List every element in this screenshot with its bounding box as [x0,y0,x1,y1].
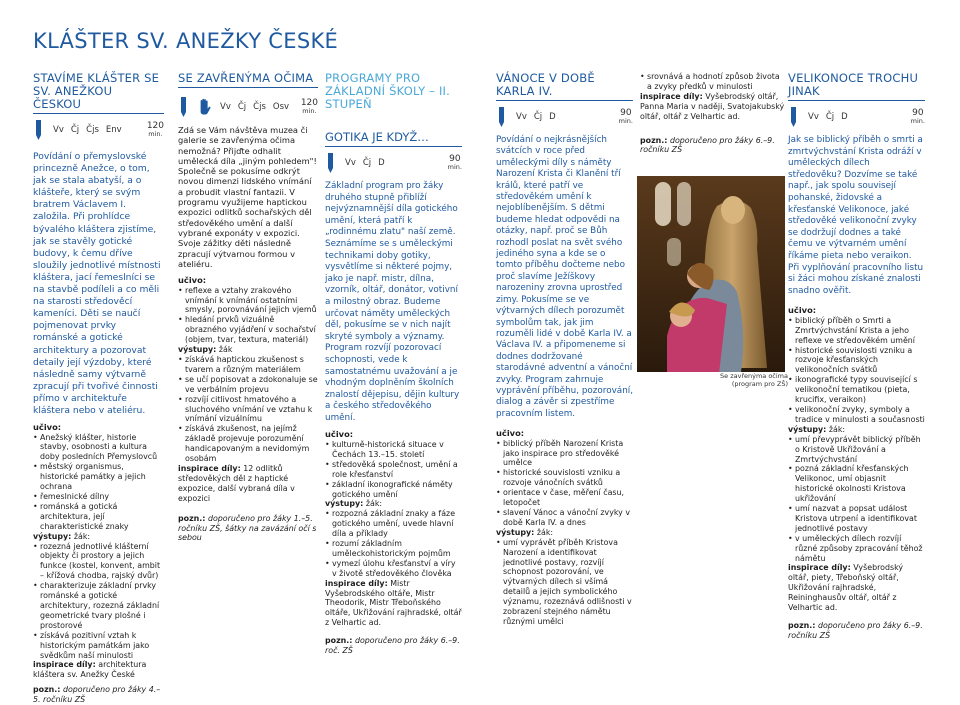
pencil-icon [496,106,507,128]
section-stavime-klaster [33,72,164,705]
program-photo [637,176,785,372]
hand-icon [198,98,212,116]
vystupy-line: výstupy: žák: [496,527,554,537]
vystupy-list [496,538,633,627]
section-title: STAVÍME KLÁŠTER SE SV. ANEŽKOU ČESKOU [33,72,164,114]
list-item: • biblický příběh o Smrti a Zmrtvýchvstání Krista a jeho reflexe ve středověkém umění [788,316,925,346]
duration: 90 min. [447,154,462,171]
program-intro: Jak se biblický příběh o smrti a zmrtvýchvstání Krista odráží v uměleckých dílech středověku? Dozvíme se také např., jak spolu souvisejí pohanské, židovské a křesťanské Velikonoce, jaké středověké velikonoční zvyky se dodržují dodnes a také čemu ve výtvarném umění říkáme pieta nebo veraikon. Při vyplňování pracovního listu si žáci mohou získané znalosti snadno ověřit. [788,135,924,296]
inspirace-line: inspirace díly: 12 odlitků středověkých děl z haptické expozice, další vybraná díla v expozici [178,463,295,503]
program-meta [178,96,318,118]
inspirace-line: inspirace díly: architektura kláštera sv. Anežky České [33,660,147,680]
list-item: • rozumí základním uměleckohistorickým pojmům [325,539,462,559]
list-item: • základní ikonografické náměty gotického umění [325,480,462,500]
duration: 90 min. [910,108,925,125]
ucivo-label: učivo: [788,305,817,316]
section-title: PROGRAMY PRO ZÁKLADNÍ ŠKOLY – II. STUPEŇ [325,71,450,111]
program-intro: Zdá se Vám návštěva muzea či galerie se zavřenýma očima nemožná? Přijďte odhalit umělecká díla „jiným pohledem"! Společně se pokusíme odkrýt novou dimenzi lidského vnímání a probudit vlastní fantazii. V programu využijeme haptickou expozici odlitků sochařských děl středověkého umění a další vybrané exponáty v expozici. Svoje zážitky děti následně zpracují výtvarnou formou v ateliéru. [178,125,317,269]
inspirace-line: inspirace díly: Vyšebrodský oltář, piety, Třeboňský oltář, Ukřižování rajhradské, Reininghausův oltář, oltář z Velhartic ad. [788,563,904,613]
list-item: • biblický příběh Narození Krista jako inspirace pro středověké umělce [496,439,633,469]
vystupy-list [33,542,164,661]
section-vanoce-continued [640,72,786,155]
inspirace-line: inspirace díly: Mistr Vyšebrodského oltáře, Mistr Theodorik, Mistr Třeboňského oltáře, Ukřižování rajhradské, oltář z Velhartic ad. [325,578,462,628]
subject-tag: Čj [70,125,80,135]
subject-tag: Čj [825,112,835,122]
photo-illustration [637,176,785,372]
program-meta [788,106,925,128]
section-vanoce [496,72,633,627]
list-item: • v uměleckých dílech rozvíjí různé způsoby zpracování těhož námětu [788,534,925,564]
program-intro: Povídání o nejkrásnějších svátcích v roce před uměleckými díly s náměty Narození Krista či Klanění tří králů, které patří ve středověkém umění k nejoblíbenějším. S dětmi budeme hledat odpovědi na otázky, např. proč se Bůh rozhodl poslat na svět svého jediného syna a kde se o tomto příběhu dočteme nebo proč slavíme Ježíškovy narozeniny zrovna uprostřed zimy. Pokusíme se ve výtvarných dílech porozumět symbolům tak, jak jim rozuměli lidé v době Karla IV. a Václava IV. a připomeneme si dodnes dodržované starodávné adventní a vánoční zvyky. Program zahrnuje vyprávění příběhu, pozorování, dialog a závěr si zpestříme pracovním listem. [496,135,634,419]
section-programy-ii-stupen [325,72,462,656]
subject-tag: Čj [362,158,372,168]
subject-tag: Osv [272,102,290,112]
vystupy-list-continued [640,72,786,92]
list-item: • historické souvislosti vzniku a rozvoje křesťanských velikonočních svátků [788,346,925,376]
list-item: • slavení Vánoc a vánoční zvyky v době Karla IV. a dnes [496,508,633,528]
ucivo-label: učivo: [496,428,525,439]
list-item: • charakterizuje základní prvky románské a gotické architektury, rozezná základní geometrické tvary plošné i prostorové [33,581,164,631]
vystupy-line: výstupy: žák: [33,531,91,541]
list-item: • řemeslnické dílny [33,492,164,502]
list-item: • získává pozitivní vztah k historickým památkám jako svědkům naší minulosti [33,631,164,661]
list-item: • srovnává a hodnotí způsob života a zvyky předků v minulosti [640,72,786,92]
vystupy-list [788,435,925,564]
program-intro: Povídání o přemyslovské princezně Anežce, o tom, jak se stala abatyší, a o klášteře, který se svým bratrem Václavem I. založila. Při prohlídce bývalého kláštera zjistíme, jak se stavěly gotické budovy, k čemu dříve sloužily jednotlivé místnosti kláštera, jací řemeslníci se na stavbě podíleli a co měli na starosti středověcí kameníci. Děti se naučí pojmenovat prvky románské a gotické architektury a pozorovat detaily její výzdoby, které následně samy výtvarně zpracují při tvořivé činnosti přímo v architektuře kláštera nebo v ateliéru. [33,151,161,416]
subject-tag: D [378,158,385,168]
subject-tag: Vv [808,112,819,122]
pencil-icon [325,152,336,174]
program-title: GOTIKA JE KDYŽ… [325,131,462,147]
inspirace-line: inspirace díly: Vyšebrodský oltář, Panna Maria v naději, Svatojakubský oltář, oltář z Velhartic ad. [640,91,785,121]
ucivo-list [325,440,462,499]
duration: 120 min. [300,98,318,115]
list-item: • hledání prvků vizuálně obrazného vyjádření v sochařství (objem, tvar, textura, materiál) [178,315,318,345]
subject-tag: D [549,112,556,122]
vystupy-line: výstupy: žák: [325,499,383,509]
subject-tag: Vv [220,102,231,112]
list-item: • získává haptickou zkušenost s tvarem a různým materiálem [178,355,318,375]
list-item: • rozvíjí citlivost hmatového a sluchového vnímání ve vztahu k vnímání vizuálnímu [178,395,318,425]
subject-tag: D [841,112,848,122]
list-item: • umí převyprávět biblický příběh o Kristově Ukřižování a Zmrtvýchvstání [788,435,925,465]
subject-tag: Čjs [253,102,266,112]
program-meta [325,152,462,174]
photo-caption: Se zavřenýma očima (program pro ZŠ) [720,372,788,388]
ucivo-label: učivo: [33,422,62,433]
subject-tag: Čj [533,112,543,122]
subject-tag: Vv [516,112,527,122]
program-meta [496,106,633,128]
pencil-icon [33,119,44,141]
list-item: • reflexe a vztahy zrakového vnímání k vnímání ostatními smysly, porovnávání jejich vjemů [178,286,318,316]
pozn-line: pozn.: doporučeno pro žáky 6.–9. ročníku ZŠ [788,621,923,640]
pozn-line: pozn.: doporučeno pro žáky 4.–5. ročníku ZŠ [33,685,161,705]
pencil-icon [788,106,799,128]
list-item: • získává zkušenost, na jejímž základě projevuje porozumění handicapovaným a nevidomým osobám [178,424,318,464]
pozn-line: pozn.: doporučeno pro žáky 6.–9. roč. ZŠ [325,636,460,656]
ucivo-list [33,433,164,532]
program-intro: Základní program pro žáky druhého stupně přiblíží nejvýznamnější díla gotického umění, která patří k „rodinnému zlatu" naší země. Seznámíme se s uměleckými technikami doby gotiky, vysvětlíme si některé pojmy, jako je např. mistr, dílna, vzorník, oltář, donátor, votivní a milostný obraz. Budeme určovat náměty uměleckých děl, pokusíme se v nich najít skryté symboly a významy. Program rozvíjí pozorovací schopnosti, vede k samostatnému uvažování a je vhodným doplněním školních znalostí dějepisu, dějin kultury a českého středověkého umění. [325,181,460,423]
section-velikonoce [788,72,925,641]
ucivo-label: učivo: [178,275,207,286]
section-title: VÁNOCE V DOBĚ KARLA IV. [496,72,633,101]
pozn-line: pozn.: doporučeno pro žáky 1.–5. ročníku ZŠ, šátky na zavázání očí s sebou [178,513,317,543]
list-item: • kulturně-historická situace v Čechách 13.–15. století [325,440,462,460]
list-item: • městský organismus, historické památky a jejich ochrana [33,462,164,492]
list-item: • Anežský klášter, historie stavby, osobnosti a kultura doby posledních Přemyslovců [33,433,164,463]
list-item: • umí vyprávět příběh Kristova Narození a identifikovat jednotlivé postavy, rozvíjí schopnost pozorování, ve výtvarných dílech si všímá detailů a jejich symbolického významu, rozeznává odlišnosti v zobrazení stejného námětu různými umělci [496,538,633,627]
list-item: • rozezná jednotlivé klášterní objekty či prostory a jejich funkce (kostel, konvent, ambit – křížová chodba, rajský dvůr) [33,542,164,582]
section-title: SE ZAVŘENÝMA OČIMA [178,72,318,88]
program-meta [33,119,164,141]
ucivo-label: učivo: [325,429,354,440]
list-item: • orientace v čase, měření času, letopočet [496,488,633,508]
subject-tag: Env [105,125,122,135]
subject-tag: Čj [237,102,247,112]
list-item: • rozpozná základní znaky a fáze gotického umění, uvede hlavní díla a příklady [325,509,462,539]
pozn-line: pozn.: doporučeno pro žáky 6.–9. ročníku ZŠ [640,135,775,155]
pencil-icon [178,96,189,118]
section-title: VELIKONOCE TROCHU JINAK [788,72,925,101]
ucivo-list [788,316,925,425]
subject-tag: Čjs [86,125,99,135]
duration: 90 min. [618,108,633,125]
list-item: • vymezí úlohu křesťanství a víry v životě středověkého člověka [325,559,462,579]
subject-tag: Vv [53,125,64,135]
ucivo-list [496,439,633,528]
list-item: • středověká společnost, umění a role křesťanství [325,460,462,480]
page-title: KLÁŠTER SV. ANEŽKY ČESKÉ [33,29,339,53]
vystupy-line: výstupy: žák: [788,424,846,434]
duration: 120 min. [146,121,164,138]
list-item: • historické souvislosti vzniku a rozvoje vánočních svátků [496,468,633,488]
section-se-zavrenyma-ocima [178,72,318,543]
list-item: • se učí popisovat a zdokonaluje se ve verbálním projevu [178,375,318,395]
vystupy-line: výstupy: žák [178,345,233,355]
vystupy-list [325,509,462,578]
list-item: • umí nazvat a popsat událost Kristova utrpení a identifikovat jednotlivé postavy [788,504,925,534]
vystupy-list [178,355,318,464]
list-item: • velikonoční zvyky, symboly a tradice v minulosti a současnosti [788,405,925,425]
subject-tag: Vv [345,158,356,168]
ucivo-list [178,286,318,345]
list-item: • ikonografické typy související s velikonoční tematikou (pieta, krucifix, veraikon) [788,375,925,405]
list-item: • pozná základní křesťanských Velikonoc, umí objasnit historické okolnosti Kristova ukřižování [788,464,925,504]
list-item: • románská a gotická architektura, její charakteristické znaky [33,502,164,532]
